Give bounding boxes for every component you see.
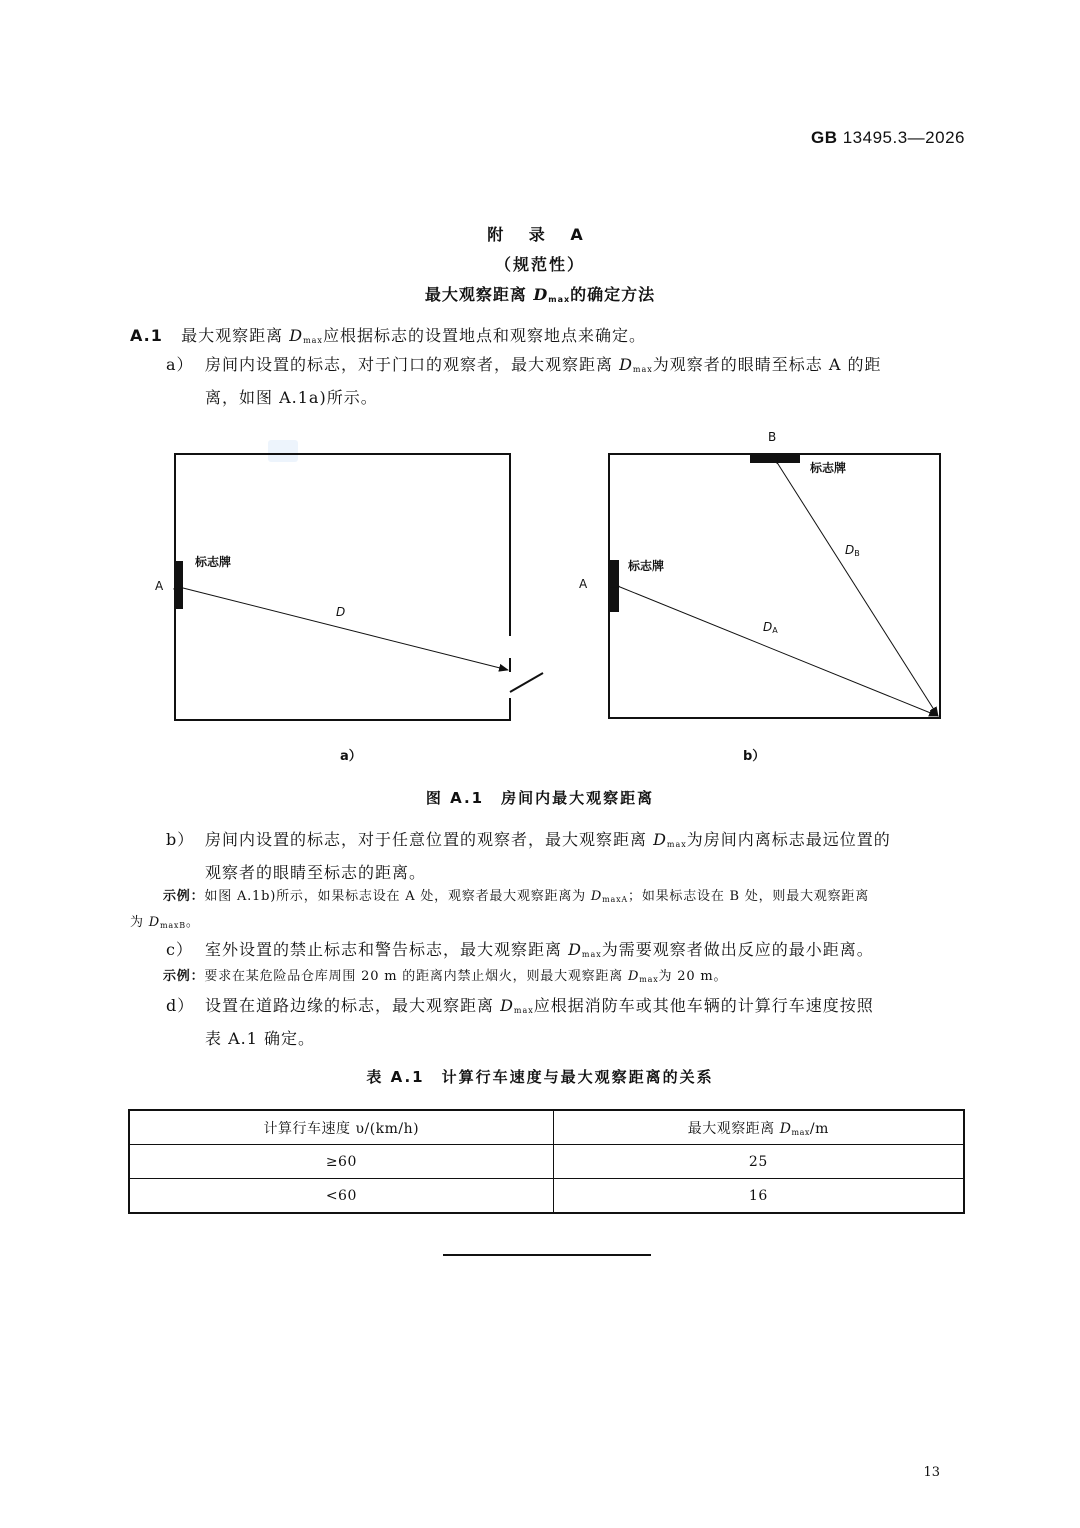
distance-arrow — [183, 588, 508, 670]
figure-a-room — [155, 454, 543, 720]
cell-speed: ≥60 — [129, 1145, 553, 1179]
distance-arrow-b — [778, 464, 938, 716]
point-label-b: B — [768, 430, 777, 444]
sign-label-top: 标志牌 — [810, 461, 847, 475]
example-2: 示例：要求在某危险品仓库周围 20 m 的距离内禁止烟火，则最大观察距离 $D_{max}$为 20 m。 — [163, 969, 728, 984]
door-leaf — [510, 673, 543, 692]
header-speed: 计算行车速度 υ/(km/h) — [129, 1110, 553, 1145]
item-b-text: 房间内设置的标志，对于任意位置的观察者，最大观察距离 $D_{max}$为房间内离标志最远位置的 观察者的眼睛至标志的距离。 — [205, 830, 891, 882]
table-header-row — [129, 1110, 964, 1145]
sign-label-left: 标志牌 — [628, 559, 665, 573]
figure-a1 — [0, 420, 1080, 780]
item-b-label: b） — [166, 830, 195, 849]
distance-label: D — [336, 605, 346, 619]
cell-speed: <60 — [129, 1179, 553, 1214]
sign-left — [609, 560, 619, 612]
appendix-type: （规范性） — [494, 255, 585, 274]
end-rule — [443, 1254, 651, 1256]
item-a-text: 房间内设置的标志，对于门口的观察者，最大观察距离 $D_{max}$为观察者的眼睛至标志 A 的距 离，如图 A.1a)所示。 — [205, 355, 882, 407]
speed-distance-table — [128, 1109, 965, 1214]
distance-label-a: DA — [763, 620, 778, 635]
point-label-a: A — [579, 577, 588, 591]
distance-arrow-a — [620, 587, 938, 716]
cell-distance: 25 — [553, 1145, 964, 1179]
standard-number — [811, 128, 965, 148]
appendix-title: 附 录 A — [487, 225, 593, 244]
figure-b-room — [579, 430, 940, 718]
clause-a1: A.1 最大观察距离 $D_{max}$应根据标志的设置地点和观察地点来确定。 — [130, 326, 646, 345]
page-number: 13 — [923, 1465, 940, 1480]
standard-prefix: GB — [810, 128, 838, 147]
item-c-label: c） — [166, 940, 193, 959]
standard-code: 13495.3—2026 — [842, 128, 965, 147]
table-row — [129, 1145, 964, 1179]
example-1-cont: 为 $D_{maxB}$。 — [130, 915, 200, 930]
point-label-a: A — [155, 579, 164, 593]
figure-caption: 图 A.1 房间内最大观察距离 — [425, 789, 655, 807]
sign-top — [750, 454, 800, 463]
subcaption-b: b） — [743, 749, 766, 764]
distance-label-b: DB — [845, 543, 860, 558]
table-caption: 表 A.1 计算行车速度与最大观察距离的关系 — [366, 1068, 714, 1086]
item-d-text: 设置在道路边缘的标志，最大观察距离 $D_{max}$应根据消防车或其他车辆的计算行车速度按照 表 A.1 确定。 — [205, 996, 874, 1048]
item-d-label: d） — [166, 996, 195, 1015]
example-1: 示例：如图 A.1b)所示，如果标志设在 A 处，观察者最大观察距离为 $D_{maxA}$；如果标志设在 B 处，则最大观察距离 — [163, 889, 870, 904]
header-distance: 最大观察距离 $D_{max}/m$ — [553, 1110, 964, 1145]
appendix-heading: 最大观察距离 $D_{max}$的确定方法 — [424, 285, 656, 304]
cell-distance: 16 — [553, 1179, 964, 1214]
item-a-label: a） — [166, 355, 194, 374]
sign-label: 标志牌 — [195, 555, 232, 569]
table-row — [129, 1179, 964, 1214]
item-c-text: 室外设置的禁止标志和警告标志，最大观察距离 $D_{max}$为需要观察者做出反应的最小距离。 — [205, 940, 874, 959]
sign-a — [175, 561, 183, 609]
clause-number: A.1 — [130, 326, 163, 345]
subcaption-a: a） — [340, 749, 362, 764]
